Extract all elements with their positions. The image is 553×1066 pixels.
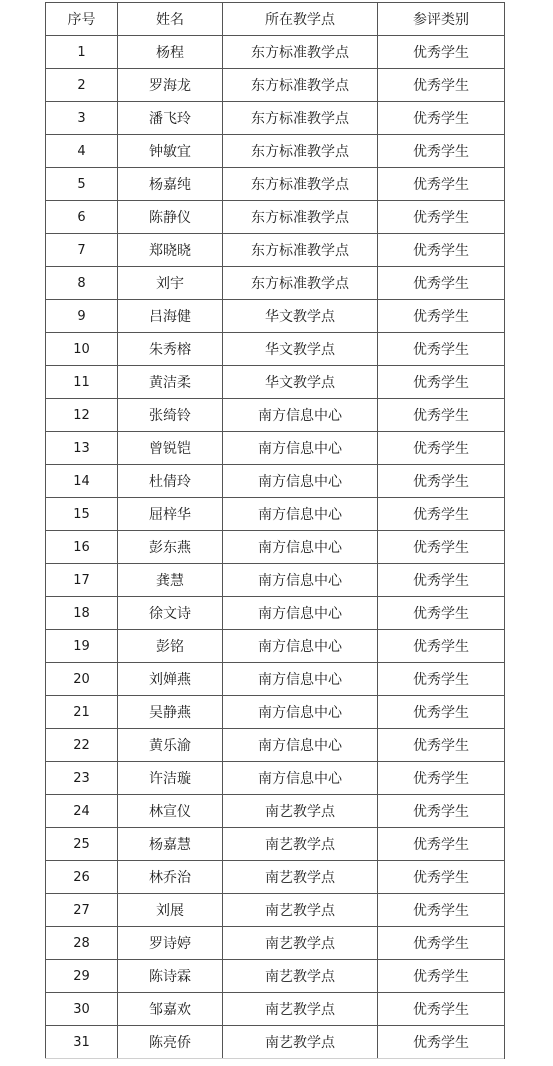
cell-category: 优秀学生: [378, 630, 505, 663]
cell-name: 吴静燕: [118, 696, 223, 729]
cell-site: 东方标准教学点: [223, 267, 378, 300]
cell-category: 优秀学生: [378, 696, 505, 729]
cell-name: 杨嘉慧: [118, 828, 223, 861]
cell-index: 18: [46, 597, 118, 630]
header-site: 所在教学点: [223, 3, 378, 36]
table-row: [46, 894, 505, 927]
cell-category: 优秀学生: [378, 399, 505, 432]
cell-category: 优秀学生: [378, 1026, 505, 1059]
cell-site: 东方标准教学点: [223, 135, 378, 168]
cell-site: 南艺教学点: [223, 993, 378, 1026]
cell-site: 南方信息中心: [223, 465, 378, 498]
cell-site: 南方信息中心: [223, 564, 378, 597]
cell-site: 南艺教学点: [223, 960, 378, 993]
table-row: [46, 1026, 505, 1059]
cell-category: 优秀学生: [378, 168, 505, 201]
cell-category: 优秀学生: [378, 36, 505, 69]
cell-index: 19: [46, 630, 118, 663]
cell-name: 龚慧: [118, 564, 223, 597]
cell-category: 优秀学生: [378, 927, 505, 960]
table-row: [46, 201, 505, 234]
table-row: [46, 234, 505, 267]
cell-name: 彭铭: [118, 630, 223, 663]
cell-category: 优秀学生: [378, 861, 505, 894]
table-row: [46, 762, 505, 795]
cell-index: 3: [46, 102, 118, 135]
table-row: [46, 432, 505, 465]
cell-name: 朱秀榕: [118, 333, 223, 366]
cell-site: 东方标准教学点: [223, 168, 378, 201]
table-row: [46, 36, 505, 69]
table-row: [46, 993, 505, 1026]
table-row: [46, 531, 505, 564]
table-row: [46, 465, 505, 498]
cell-site: 南艺教学点: [223, 861, 378, 894]
cell-index: 31: [46, 1026, 118, 1059]
student-list-table: [45, 2, 505, 1059]
cell-site: 东方标准教学点: [223, 102, 378, 135]
cell-name: 刘宇: [118, 267, 223, 300]
cell-name: 刘婵燕: [118, 663, 223, 696]
cell-index: 30: [46, 993, 118, 1026]
cell-category: 优秀学生: [378, 597, 505, 630]
cell-category: 优秀学生: [378, 828, 505, 861]
cell-category: 优秀学生: [378, 432, 505, 465]
cell-index: 16: [46, 531, 118, 564]
cell-index: 9: [46, 300, 118, 333]
table-row: [46, 102, 505, 135]
cell-site: 东方标准教学点: [223, 234, 378, 267]
table-row: [46, 498, 505, 531]
cell-site: 南方信息中心: [223, 597, 378, 630]
cell-category: 优秀学生: [378, 69, 505, 102]
cell-name: 林宣仪: [118, 795, 223, 828]
table-row: [46, 564, 505, 597]
table-row: [46, 927, 505, 960]
cell-index: 17: [46, 564, 118, 597]
cell-site: 华文教学点: [223, 366, 378, 399]
cell-index: 15: [46, 498, 118, 531]
cell-site: 南艺教学点: [223, 828, 378, 861]
cell-index: 21: [46, 696, 118, 729]
cell-name: 罗海龙: [118, 69, 223, 102]
cell-site: 南方信息中心: [223, 498, 378, 531]
cell-name: 屈梓华: [118, 498, 223, 531]
cell-site: 南方信息中心: [223, 630, 378, 663]
cell-site: 南方信息中心: [223, 696, 378, 729]
cell-name: 潘飞玲: [118, 102, 223, 135]
cell-site: 东方标准教学点: [223, 36, 378, 69]
cell-name: 邹嘉欢: [118, 993, 223, 1026]
cell-index: 22: [46, 729, 118, 762]
cell-name: 罗诗婷: [118, 927, 223, 960]
header-category: 参评类别: [378, 3, 505, 36]
cell-index: 10: [46, 333, 118, 366]
cell-site: 南艺教学点: [223, 795, 378, 828]
cell-index: 4: [46, 135, 118, 168]
cell-index: 27: [46, 894, 118, 927]
header-name: 姓名: [118, 3, 223, 36]
table-row: [46, 366, 505, 399]
table-row: [46, 696, 505, 729]
cell-index: 1: [46, 36, 118, 69]
table-row: [46, 729, 505, 762]
cell-site: 东方标准教学点: [223, 201, 378, 234]
table-row: [46, 597, 505, 630]
table-row: [46, 630, 505, 663]
table-row: [46, 168, 505, 201]
cell-category: 优秀学生: [378, 102, 505, 135]
cell-index: 7: [46, 234, 118, 267]
table-row: [46, 663, 505, 696]
cell-category: 优秀学生: [378, 894, 505, 927]
cell-index: 28: [46, 927, 118, 960]
cell-index: 29: [46, 960, 118, 993]
cell-index: 14: [46, 465, 118, 498]
table-row: [46, 828, 505, 861]
cell-site: 东方标准教学点: [223, 69, 378, 102]
cell-name: 黄乐渝: [118, 729, 223, 762]
cell-category: 优秀学生: [378, 729, 505, 762]
table-row: [46, 795, 505, 828]
table-row: [46, 69, 505, 102]
cell-name: 杨嘉纯: [118, 168, 223, 201]
cell-name: 林乔治: [118, 861, 223, 894]
cell-category: 优秀学生: [378, 465, 505, 498]
cell-category: 优秀学生: [378, 795, 505, 828]
cell-category: 优秀学生: [378, 234, 505, 267]
cell-index: 11: [46, 366, 118, 399]
cell-site: 南艺教学点: [223, 894, 378, 927]
cell-index: 26: [46, 861, 118, 894]
cell-site: 南方信息中心: [223, 729, 378, 762]
cell-category: 优秀学生: [378, 498, 505, 531]
cell-site: 南方信息中心: [223, 432, 378, 465]
cell-name: 刘展: [118, 894, 223, 927]
cell-index: 2: [46, 69, 118, 102]
cell-index: 13: [46, 432, 118, 465]
cell-index: 6: [46, 201, 118, 234]
cell-name: 张绮铃: [118, 399, 223, 432]
cell-name: 许洁璇: [118, 762, 223, 795]
cell-site: 南艺教学点: [223, 1026, 378, 1059]
cell-name: 郑晓晓: [118, 234, 223, 267]
cell-name: 陈静仪: [118, 201, 223, 234]
cell-name: 曾锐铠: [118, 432, 223, 465]
cell-category: 优秀学生: [378, 564, 505, 597]
cell-category: 优秀学生: [378, 135, 505, 168]
cell-category: 优秀学生: [378, 762, 505, 795]
cell-category: 优秀学生: [378, 960, 505, 993]
table-row: [46, 267, 505, 300]
table-row: [46, 135, 505, 168]
cell-category: 优秀学生: [378, 300, 505, 333]
table-row: [46, 861, 505, 894]
cell-index: 20: [46, 663, 118, 696]
table-row: [46, 333, 505, 366]
cell-site: 南方信息中心: [223, 531, 378, 564]
cell-category: 优秀学生: [378, 993, 505, 1026]
cell-site: 南方信息中心: [223, 762, 378, 795]
cell-index: 8: [46, 267, 118, 300]
cell-name: 杨程: [118, 36, 223, 69]
header-index: 序号: [46, 3, 118, 36]
cell-category: 优秀学生: [378, 201, 505, 234]
table-header-row: [46, 3, 505, 36]
cell-name: 杜倩玲: [118, 465, 223, 498]
cell-name: 黄洁柔: [118, 366, 223, 399]
cell-index: 23: [46, 762, 118, 795]
cell-site: 南方信息中心: [223, 399, 378, 432]
cell-category: 优秀学生: [378, 366, 505, 399]
cell-category: 优秀学生: [378, 333, 505, 366]
cell-index: 5: [46, 168, 118, 201]
cell-category: 优秀学生: [378, 531, 505, 564]
cell-name: 陈亮侨: [118, 1026, 223, 1059]
table-row: [46, 300, 505, 333]
cell-index: 24: [46, 795, 118, 828]
cell-category: 优秀学生: [378, 663, 505, 696]
cell-name: 钟敏宜: [118, 135, 223, 168]
cell-name: 彭东燕: [118, 531, 223, 564]
table-row: [46, 960, 505, 993]
cell-name: 陈诗霖: [118, 960, 223, 993]
cell-name: 吕海健: [118, 300, 223, 333]
cell-index: 12: [46, 399, 118, 432]
cell-category: 优秀学生: [378, 267, 505, 300]
cell-site: 南艺教学点: [223, 927, 378, 960]
cell-site: 南方信息中心: [223, 663, 378, 696]
cell-name: 徐文诗: [118, 597, 223, 630]
cell-index: 25: [46, 828, 118, 861]
bottom-divider: [45, 1058, 504, 1059]
table-row: [46, 399, 505, 432]
cell-site: 华文教学点: [223, 333, 378, 366]
cell-site: 华文教学点: [223, 300, 378, 333]
